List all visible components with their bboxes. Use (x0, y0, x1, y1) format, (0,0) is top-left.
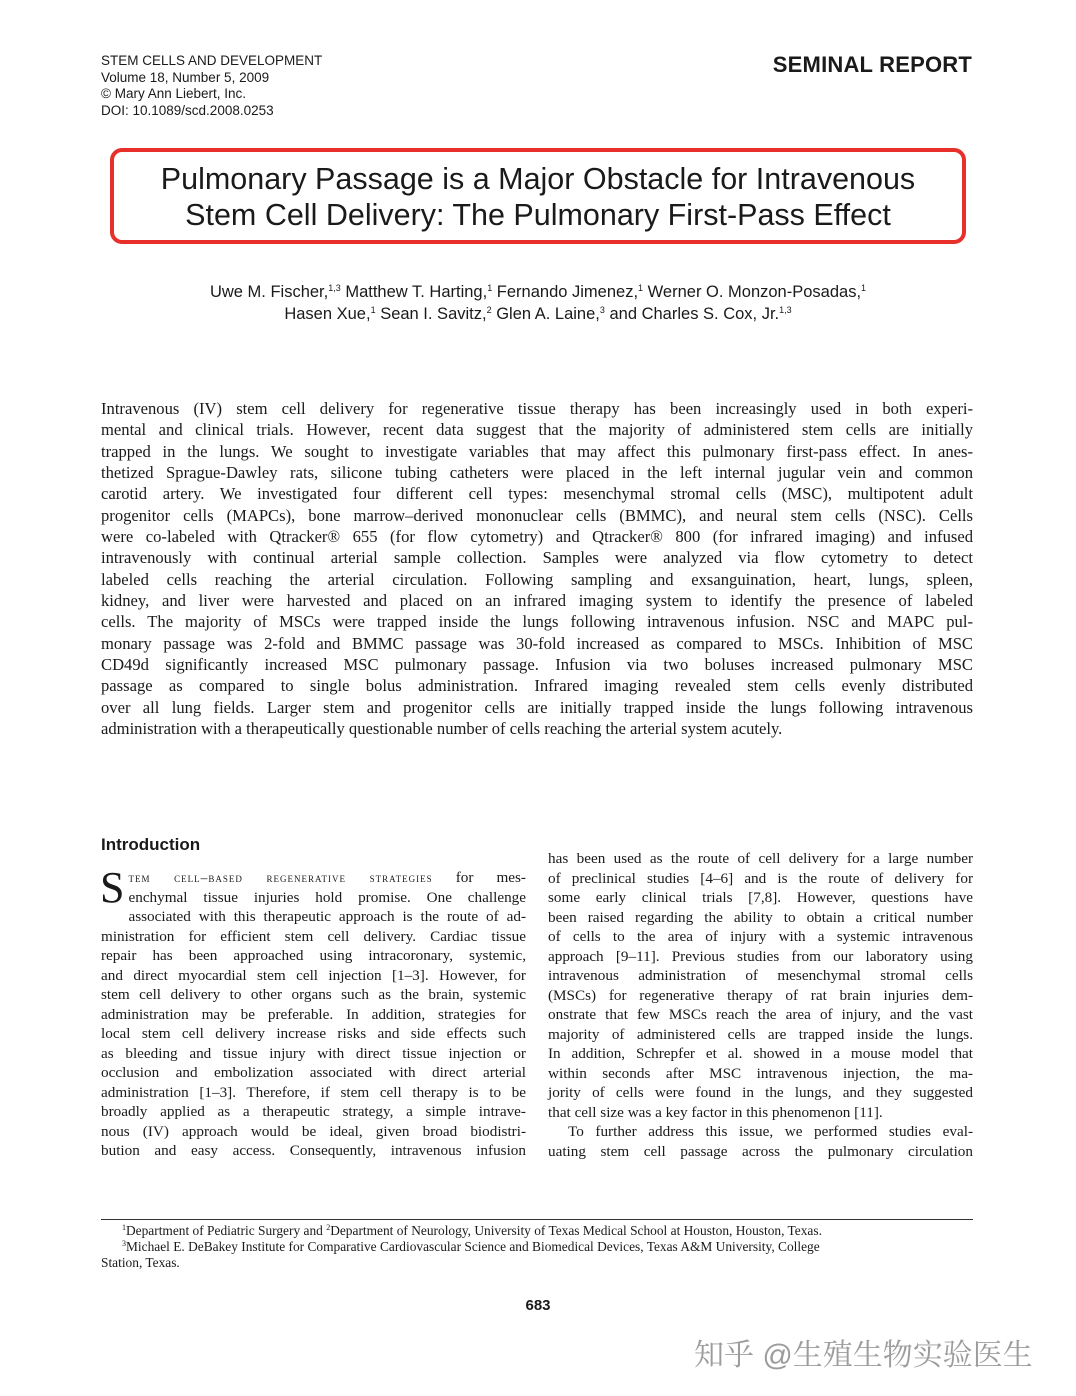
intro-line: occlusion and embolization associated with direct arterial (101, 1064, 526, 1081)
abstract-line: administration with a therapeutically questionable number of cells reaching the arterial system acutely. (101, 719, 783, 739)
smallcaps-lead: tem cell–based regenerative strategies (128, 870, 433, 885)
intro-line: has been used as the route of cell delivery for a large number (548, 850, 973, 867)
intro-right-column (548, 849, 973, 1161)
abstract-line: Intravenous (IV) stem cell delivery for regenerative tissue therapy has been increasingly used in both experi- (101, 399, 973, 418)
abstract-line: labeled cells reaching the arterial circulation. Following sampling and exsanguination, heart, lungs, spleen, (101, 569, 973, 589)
section-heading-introduction: Introduction (101, 835, 201, 854)
abstract-line: progenitor cells (MAPCs), bone marrow–derived mononuclear cells (BMMC), and neural stem cells (NSC). Cells (101, 505, 973, 525)
intro-line: jority of cells were found in the lungs, and they suggested (548, 1084, 973, 1101)
intro-line: of preclinical studies [4–6] and is the route of delivery for (548, 869, 973, 887)
intro-line: associated with this therapeutic approach is the route of ad- (128, 908, 526, 925)
intro-line: intravenous administration of mesenchymal stromal cells (548, 967, 973, 984)
abstract-line: were co-labeled with Qtracker® 655 (for flow cytometry) and Qtracker® 800 (for infrared imaging) and infused (101, 527, 973, 547)
footnote-divider (101, 1219, 973, 1220)
author-list (120, 281, 956, 325)
intro-line: broadly applied as a therapeutic strategy, a simple intrave- (101, 1103, 526, 1120)
author-name: Sean I. Savitz, (380, 305, 487, 323)
intro-line: and direct myocardial stem cell injection [1–3]. However, for (101, 966, 526, 984)
author-affiliation: 3 (599, 305, 605, 315)
author-line (120, 281, 956, 303)
intro-line: nous (IV) approach would be ideal, given broad biodistri- (101, 1122, 526, 1140)
footnote-text: Michael E. DeBakey Institute for Comparative Cardiovascular Science and Biomedical Devices, Texas A&M University, College (126, 1239, 820, 1254)
journal-volume: Volume 18, Number 5, 2009 (101, 69, 270, 85)
intro-line: administration [1–3]. Therefore, if stem cell therapy is to be (101, 1083, 526, 1101)
intro-first-line (101, 868, 526, 888)
intro-line: enchymal tissue injuries hold promise. One challenge (128, 888, 526, 906)
intro-line: local stem cell delivery increase risks and side effects such (101, 1025, 526, 1042)
intro-line: as bleeding and tissue injury with direct tissue injection or (101, 1044, 526, 1062)
abstract-line: thetized Sprague-Dawley rats, silicone tubing catheters were placed in the left internal jugular vein and common (101, 463, 973, 483)
intro-line: bution and easy access. Consequently, intravenous infusion (101, 1142, 526, 1159)
abstract-line: cells. The majority of MSCs were trapped inside the lungs following intravenous infusion. NSC and MAPC pul- (101, 612, 973, 632)
intro-line: stem cell delivery to other organs such as the brain, systemic (101, 986, 526, 1003)
author-name: Glen A. Laine, (496, 305, 600, 323)
intro-line: of cells to the area of injury with a systemic intravenous (548, 928, 973, 945)
title-highlight-box (110, 148, 966, 244)
footnotes (101, 1223, 973, 1271)
abstract-line: passage as compared to single bolus administration. Infrared imaging revealed stem cells evenly distributed (101, 676, 973, 696)
intro-line: administration may be preferable. In addition, strategies for (101, 1005, 526, 1023)
footnote-text: Department of Neurology, University of Texas Medical School at Houston, Houston, Texas. (330, 1223, 822, 1238)
intro-line: majority of administered cells are trapped inside the lungs. (548, 1025, 973, 1043)
footnote-line (101, 1223, 973, 1239)
abstract-line: carotid artery. We investigated four different cell types: mesenchymal stromal cells (MSC), multipotent adult (101, 484, 973, 504)
article-title (114, 161, 962, 233)
abstract-line: over all lung fields. Larger stem and progenitor cells are initially trapped inside the lungs following intravenous (101, 697, 973, 717)
footnote-text: Department of Pediatric Surgery and (126, 1223, 327, 1238)
journal-copyright: © Mary Ann Liebert, Inc. (101, 86, 247, 101)
author-name: Werner O. Monzon-Posadas, (647, 283, 862, 301)
journal-name: STEM CELLS AND DEVELOPMENT (101, 53, 323, 68)
author-name: Fernando Jimenez, (496, 283, 639, 301)
author-affiliation: 1 (370, 305, 376, 315)
report-type-label: SEMINAL REPORT (772, 52, 972, 77)
intro-line: To further address this issue, we performed studies eval- (568, 1123, 973, 1140)
intro-line: within seconds after MSC intravenous injection, the ma- (548, 1064, 973, 1082)
author-affiliation: 1,3 (328, 283, 341, 293)
footnote-marker: 1 (122, 1223, 126, 1232)
footnote-line (101, 1239, 973, 1255)
drop-cap: S (100, 863, 125, 912)
author-line (120, 303, 956, 325)
intro-line: repair has been approached using intracoronary, systemic, (101, 947, 526, 964)
author-name: Hasen Xue, (284, 305, 371, 323)
abstract (101, 398, 973, 740)
journal-doi: DOI: 10.1089/scd.2008.0253 (101, 102, 274, 118)
footnote-line: Station, Texas. (101, 1255, 180, 1270)
journal-info (101, 53, 322, 119)
intro-line: that cell size was a key factor in this phenomenon [11]. (548, 1103, 883, 1121)
author-name: Matthew T. Harting, (345, 283, 488, 301)
watermark-text: 知乎 @生殖生物实验医生 (694, 1339, 1033, 1372)
author-affiliation: 1 (638, 283, 644, 293)
intro-left-column (100, 863, 526, 1161)
page-number: 683 (525, 1297, 551, 1314)
footnote-marker: 2 (326, 1223, 331, 1232)
abstract-line: monary passage was 2-fold and BMMC passage was 30-fold increased as compared to MSCs. Inhibition of MSC (101, 633, 973, 653)
author-affiliation: 1,3 (779, 305, 792, 315)
abstract-line: intravenously with continual arterial sample collection. Samples were analyzed via flow cytometry to detect (101, 548, 973, 568)
author-affiliation: 2 (486, 305, 492, 315)
abstract-line: mental and clinical trials. However, recent data suggest that the majority of administered stem cells are initially (101, 420, 973, 440)
author-affiliation: 1 (487, 283, 493, 293)
intro-line: approach [9–11]. Previous studies from our laboratory using (548, 947, 973, 965)
title-line: Stem Cell Delivery: The Pulmonary First-Pass Effect (185, 198, 891, 232)
intro-line: In addition, Schrepfer et al. showed in a mouse model that (548, 1045, 973, 1062)
intro-line: been raised regarding the ability to obtain a critical number (548, 908, 973, 926)
intro-line: (MSCs) for regenerative therapy of rat brain injuries dem- (548, 986, 973, 1004)
title-line: Pulmonary Passage is a Major Obstacle for Intravenous (160, 162, 916, 196)
intro-line: ministration for efficient stem cell delivery. Cardiac tissue (101, 927, 526, 945)
abstract-line: trapped in the lungs. We sought to investigate variables that may affect this pulmonary first-pass effect. In anes- (101, 441, 973, 461)
footnote-marker: 3 (122, 1239, 126, 1248)
author-affiliation: 1 (861, 283, 867, 293)
abstract-line: kidney, and liver were harvested and placed on an infrared imaging system to identify the presence of labeled (101, 591, 973, 611)
author-name: and Charles S. Cox, Jr. (609, 305, 780, 323)
intro-line: uating stem cell passage across the pulmonary circulation (548, 1142, 973, 1160)
abstract-line: CD49d significantly increased MSC pulmonary passage. Infusion via two boluses increased pulmonary MSC (101, 655, 973, 675)
intro-line: some early clinical trials [7,8]. However, questions have (548, 889, 973, 906)
intro-line: onstrate that few MSCs reach the area of injury, and the vast (548, 1006, 973, 1023)
text-segment: for mes- (455, 869, 526, 886)
author-name: Uwe M. Fischer, (209, 283, 329, 301)
